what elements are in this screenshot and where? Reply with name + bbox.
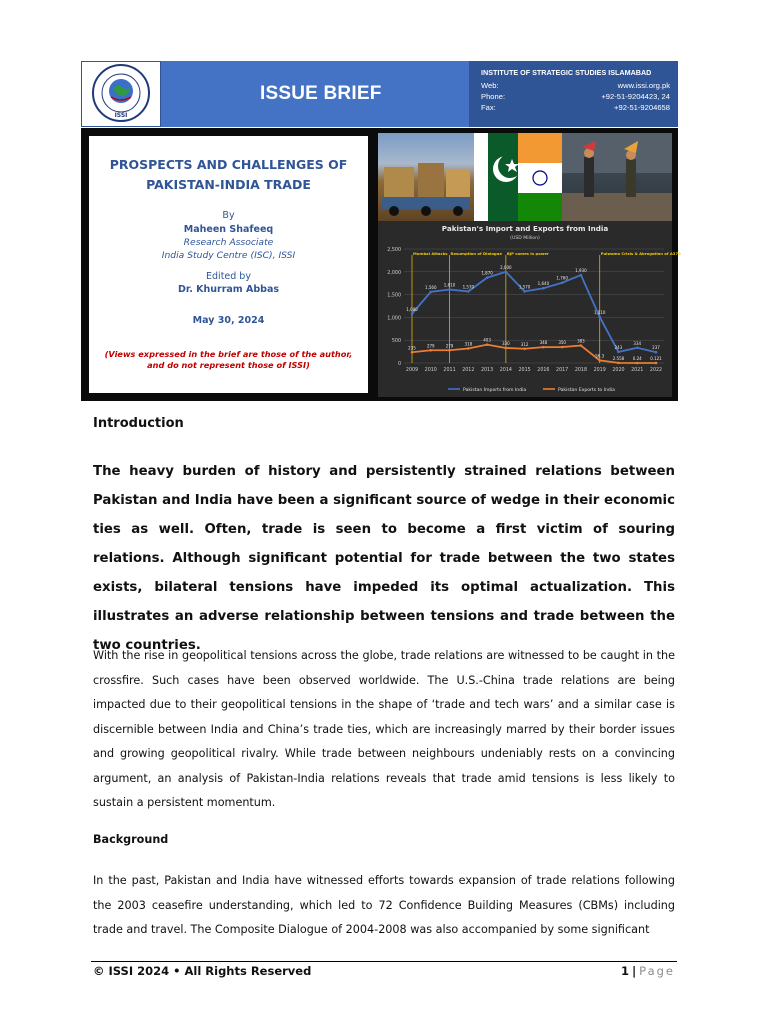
phone-value: +92-51-9204423, 24 [601,92,670,101]
edited-by-label: Edited by [206,271,251,282]
issi-logo [81,61,161,127]
data-point [429,291,432,294]
trucks-image-icon [378,133,474,221]
footer-divider [91,961,677,962]
data-label: 350 [558,340,566,346]
x-tick-label: 2012 [462,368,475,373]
flags-image-icon [474,133,562,221]
data-label: 0.24 [632,355,642,361]
data-label: 1,930 [575,267,587,273]
editor-name: Dr. Khurram Abbas [177,284,280,295]
fax-value: +92-51-9204658 [614,103,670,112]
legend-label: Pakistan Imports from India [463,388,527,393]
x-tick-label: 2021 [631,368,644,373]
data-label: 279 [426,343,435,349]
annotation-label: Resumption of Dialogue [450,251,502,256]
author-centre: India Study Centre (ISC), ISSI [161,250,296,261]
background-heading: Background [93,833,169,846]
data-label: 383 [577,338,585,344]
chart-subtitle: (USD Million) [510,236,540,241]
cover-banner [81,128,681,401]
website-link[interactable]: www.issi.org.pk [617,81,670,90]
data-point [598,316,601,319]
data-label: 243 [614,344,623,350]
trade-chart-panel [378,221,681,397]
data-label: 1,870 [481,270,493,276]
data-point [655,362,658,365]
logo-label: ISSI [114,112,128,119]
background-paragraph: In the past, Pakistan and India have witnessed efforts towards expansion of trade relations following the 2003 ceasefire understanding, which led to 72 Confidence Building Measures (CBMs) including trade and travel. The Composite Dialogue of 2004-2008 was also accompanied by some significant [93,874,675,936]
data-label: 1,080 [406,306,418,312]
issi-seal-icon [89,63,153,125]
data-label: 330 [502,340,510,346]
y-tick-label: 1,000 [387,316,401,322]
data-point [598,359,601,362]
data-label: 1,570 [462,284,475,290]
data-label: 334 [633,340,642,346]
data-point [561,346,564,349]
data-point [411,351,414,354]
x-tick-label: 2013 [480,368,494,373]
data-label: 2,000 [500,264,512,270]
author-role: Research Associate [183,237,274,248]
x-tick-label: 2014 [499,368,512,373]
data-point [486,276,489,279]
data-point [636,346,639,349]
institute-name: INSTITUTE OF STRATEGIC STUDIES ISLAMABAD [481,68,652,77]
data-point [411,312,414,315]
header-bar [81,61,678,127]
page-separator: | [631,964,637,978]
data-label: 1,010 [593,309,606,315]
data-label: 279 [445,343,454,349]
border-ceremony-image-icon [562,133,672,221]
data-point [561,281,564,284]
y-tick-label: 500 [391,339,401,345]
data-point [617,362,620,365]
data-point [505,347,508,350]
data-label: 56.3 [595,353,605,359]
data-label: 1,640 [537,281,550,287]
data-point [505,271,508,274]
data-point [655,351,658,354]
data-point [636,362,639,365]
data-point [467,347,470,350]
data-point [448,349,451,352]
data-label: 318 [464,341,473,347]
chart-title: Pakistan's Import and Exports from India [441,224,609,233]
x-tick-label: 2020 [612,368,625,373]
trade-chart [378,221,681,397]
contact-block [469,61,678,127]
legend-label: Pakistan Exports to India [558,388,615,393]
data-point [486,343,489,346]
page-word: Page [639,964,675,978]
data-point [523,347,526,350]
brief-title-line: PROSPECTS AND CHALLENGES OF [109,157,348,172]
data-label: 1,560 [425,284,437,290]
footer-copyright: © ISSI 2024 • All Rights Reserved [93,964,312,978]
x-tick-label: 2009 [405,368,419,373]
border-ceremony-photo [562,133,672,221]
contact-key: Web: [481,81,499,90]
x-tick-label: 2010 [424,368,437,373]
data-label: 312 [520,341,529,347]
data-point [580,344,583,347]
data-label: 2.558 [612,355,625,361]
data-label: 235 [408,345,416,351]
annotation-label: Mumbai Attacks [413,251,448,256]
introduction-heading: Introduction [93,416,184,431]
data-point [523,290,526,293]
data-point [580,274,583,277]
data-point [542,287,545,290]
introduction-paragraph: With the rise in geopolitical tensions across the globe, trade relations are witnessed to be caught in the crossfire. Such cases have been observed worldwide. The U.S.-China trade relations are being impacted due to their geopolitical tensions in the shape of ‘trade and tech wars’ and a similar case is discernible between India and China’s trade ties, which are increasingly marred by their border issues and growing geopolitical rivalry. While trade between neighbours undeniably rests on a convincing argument, an analysis of Pakistan-India relations reveals that trade amid tensions is less likely to sustain a persistent momentum. [93,649,675,809]
x-tick-label: 2015 [518,368,531,373]
y-tick-label: 0 [397,362,401,367]
x-tick-label: 2019 [593,368,606,373]
issue-brief-title: ISSUE BRIEF [161,61,469,127]
contact-row-fax [481,102,670,113]
contact-row-phone [481,91,670,102]
contact-key: Phone: [481,92,506,101]
y-tick-label: 1,500 [387,293,401,299]
title-card [89,136,368,393]
data-label: 1,760 [556,275,568,281]
data-point [448,288,451,291]
x-tick-label: 2018 [574,368,588,373]
data-point [542,346,545,349]
y-tick-label: 2,000 [387,270,401,276]
x-tick-label: 2022 [649,368,663,373]
data-label: 1,610 [443,282,456,288]
trucks-photo [378,133,474,221]
data-label: 348 [539,340,548,346]
x-tick-label: 2017 [556,368,569,373]
data-label: 403 [483,337,491,343]
by-label: By [222,210,235,221]
annotation-label: BJP comes in power [506,251,549,256]
data-label: 237 [652,345,660,351]
flags-photo [474,133,562,221]
introduction-lead: The heavy burden of history and persistently strained relations between Pakistan and India have been a significant source of wedge in their economic ties as well. Often, trade is seen to become a first victim of souring relations. Although significant potential for trade between the two states exists, bilateral tensions have impeded its optimal actualization. This illustrates an adverse relationship between tensions and trade between the two countries. [93,464,675,653]
photo-strip [378,133,672,221]
x-tick-label: 2016 [537,368,550,373]
data-point [617,351,620,354]
data-point [429,349,432,352]
contact-key: Fax: [481,103,496,112]
publication-date: May 30, 2024 [192,315,265,326]
footer-page [621,964,675,978]
brief-title [105,155,352,195]
y-tick-label: 2,500 [387,248,401,253]
data-point [467,290,470,293]
contact-row-web [481,80,670,91]
annotation-label: Pulwama Crisis & Abrogation of A370 [600,251,681,256]
brief-title-line: PAKISTAN-INDIA TRADE [146,177,311,192]
x-tick-label: 2011 [443,368,456,373]
data-label: 0.121 [650,355,662,361]
page-number: 1 [620,964,629,978]
data-label: 1,570 [518,284,531,290]
disclaimer: (Views expressed in the brief are those of the author, and do not represent those of ISSI) [104,349,353,370]
author-name: Maheen Shafeeq [183,224,274,235]
